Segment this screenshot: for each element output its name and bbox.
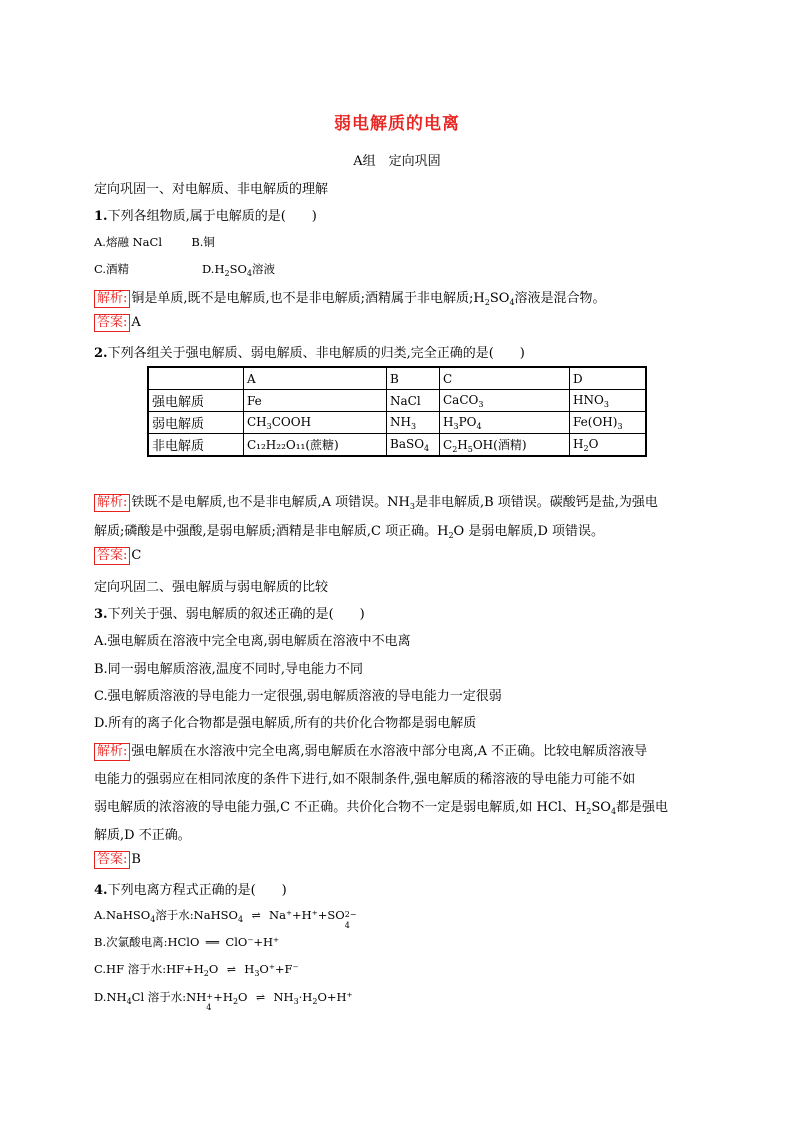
reversible-arrow-icon: ⇌ [255, 991, 266, 1004]
question-2-answer [94, 547, 141, 565]
question-1-options-cd [94, 261, 275, 278]
question-1-answer [94, 314, 141, 332]
table-cell: $Fe(OH)_3$ [570, 412, 647, 434]
table-cell: $NH_3$ [387, 412, 440, 434]
row-label: 非电解质 [148, 434, 244, 457]
analysis-text: 强电解质在水溶液中完全电离,弱电解质在水溶液中部分电离,A 不正确。比较电解质溶液导 [131, 744, 648, 759]
question-3-analysis-line3: 弱电解质的浓溶液的导电能力强,C 不正确。共价化合物不一定是弱电解质,如 HCl、$H_2SO_4$都是强电 [94, 800, 669, 816]
question-3-analysis-line1 [94, 740, 647, 761]
group-heading: A组 定向巩固 [353, 154, 441, 169]
table-cell [148, 367, 244, 390]
analysis-tag: 解析: [94, 494, 130, 512]
table-header-a: A [244, 367, 387, 390]
question-number: 4. [94, 883, 108, 898]
table-row [148, 434, 646, 457]
classification-table [147, 366, 647, 457]
question-3-analysis-line4: 解质,D 不正确。 [94, 828, 191, 843]
table-header-d: D [570, 367, 647, 390]
analysis-text: 铁既不是电解质,也不是非电解质,A 项错误。$NH_3$是非电解质,B 项错误。碳酸钙是盐,为强电 [131, 495, 658, 511]
equation-option-c: C.HF 溶于水$:HF+H_2O$ ⇌ $H_3O^++F^-$ [94, 962, 299, 978]
table-row [148, 412, 646, 434]
table-header-row [148, 367, 646, 390]
answer-value: C [131, 548, 142, 563]
row-label: 弱电解质 [148, 412, 244, 434]
option-d: $D.H_2SO_4$溶液 [202, 262, 275, 278]
analysis-tag: 解析: [94, 743, 130, 761]
question-stem: 下列电离方程式正确的是( ) [107, 883, 287, 898]
question-number: 3. [94, 607, 108, 622]
option-a: A.强电解质在溶液中完全电离,弱电解质在溶液中不电离 [94, 634, 411, 649]
question-number: 2. [94, 346, 108, 361]
question-stem: 下列各组关于强电解质、弱电解质、非电解质的归类,完全正确的是( ) [107, 346, 525, 361]
equal-arrow-icon: ══ [205, 936, 220, 949]
question-3-answer [94, 851, 141, 869]
answer-value: A [131, 315, 141, 330]
option-b: B.同一弱电解质溶液,温度不同时,导电能力不同 [94, 662, 363, 677]
table-cell: BaSO$_4$ [387, 434, 440, 457]
table-cell: $HNO_3$ [570, 390, 647, 412]
analysis-text: 铜是单质,既不是电解质,也不是非电解质;酒精属于非电解质$;H_2SO_4$溶液是混合物。 [131, 291, 606, 307]
analysis-tag: 解析: [94, 290, 130, 308]
option-d: D.所有的离子化合物都是强电解质,所有的共价化合物都是弱电解质 [94, 716, 477, 731]
table-header-c: C [440, 367, 570, 390]
question-stem: 下列各组物质,属于电解质的是( ) [107, 209, 317, 224]
question-2-analysis-line2: 解质;磷酸是中强酸,是弱电解质;酒精是非电解质,C 项正确。$H_2O$ 是弱电解质,D 项错误。 [94, 524, 605, 540]
table-cell: $C_2H_5OH$(酒精) [440, 434, 570, 457]
reversible-arrow-icon: ⇌ [251, 909, 261, 922]
option-b: B.铜 [191, 235, 215, 249]
question-3-analysis-line2: 电能力的强弱应在相同浓度的条件下进行,如不限制条件,强电解质的稀溶液的导电能力可能不如 [94, 772, 636, 787]
question-2-analysis-line1 [94, 491, 658, 512]
equation-option-a: A.NaHSO$_4$溶于水:NaHSO$_4$ ⇌ Na⁺+H⁺+SO 2− 4 [94, 908, 357, 930]
question-number: 1. [94, 209, 108, 224]
table-cell: C₁₂H₂₂O₁₁(蔗糖) [244, 434, 387, 457]
page-title: 弱电解质的电离 [334, 114, 460, 134]
question-1-options-ab [94, 234, 215, 250]
equation-option-b: B.次氯酸电离:HClO ══ ClO⁻+H⁺ [94, 935, 280, 949]
question-3 [94, 603, 365, 622]
table-cell: $H_2O$ [570, 434, 647, 457]
option-c: C.强电解质溶液的导电能力一定很强,弱电解质溶液的导电能力一定很弱 [94, 689, 502, 704]
answer-tag: 答案: [94, 851, 130, 869]
answer-value: B [131, 852, 141, 867]
question-1 [94, 205, 317, 224]
question-2 [94, 342, 525, 361]
table-cell: $H_3PO_4$ [440, 412, 570, 434]
row-label: 强电解质 [148, 390, 244, 412]
reversible-arrow-icon: ⇌ [226, 963, 236, 976]
table-cell: CaCO$_3$ [440, 390, 570, 412]
question-1-analysis [94, 287, 606, 308]
question-4 [94, 879, 287, 898]
table-cell: $CH_3COOH$ [244, 412, 387, 434]
table-cell: NaCl [387, 390, 440, 412]
table-cell: Fe [244, 390, 387, 412]
option-a: A.熔融 NaCl [94, 235, 163, 249]
equation-option-d: $D.NH_4Cl$ 溶于水:NH + 4 $+H_2O$ ⇌ $NH_3\cdot H_2O+H^+$ [94, 990, 353, 1012]
table-header-b: B [387, 367, 440, 390]
section-heading-2: 定向巩固二、强电解质与弱电解质的比较 [94, 580, 329, 595]
table-row [148, 390, 646, 412]
option-c: C.酒精 [94, 262, 130, 276]
question-stem: 下列关于强、弱电解质的叙述正确的是( ) [107, 607, 365, 622]
answer-tag: 答案: [94, 314, 130, 332]
section-heading-1: 定向巩固一、对电解质、非电解质的理解 [94, 182, 329, 197]
answer-tag: 答案: [94, 547, 130, 565]
